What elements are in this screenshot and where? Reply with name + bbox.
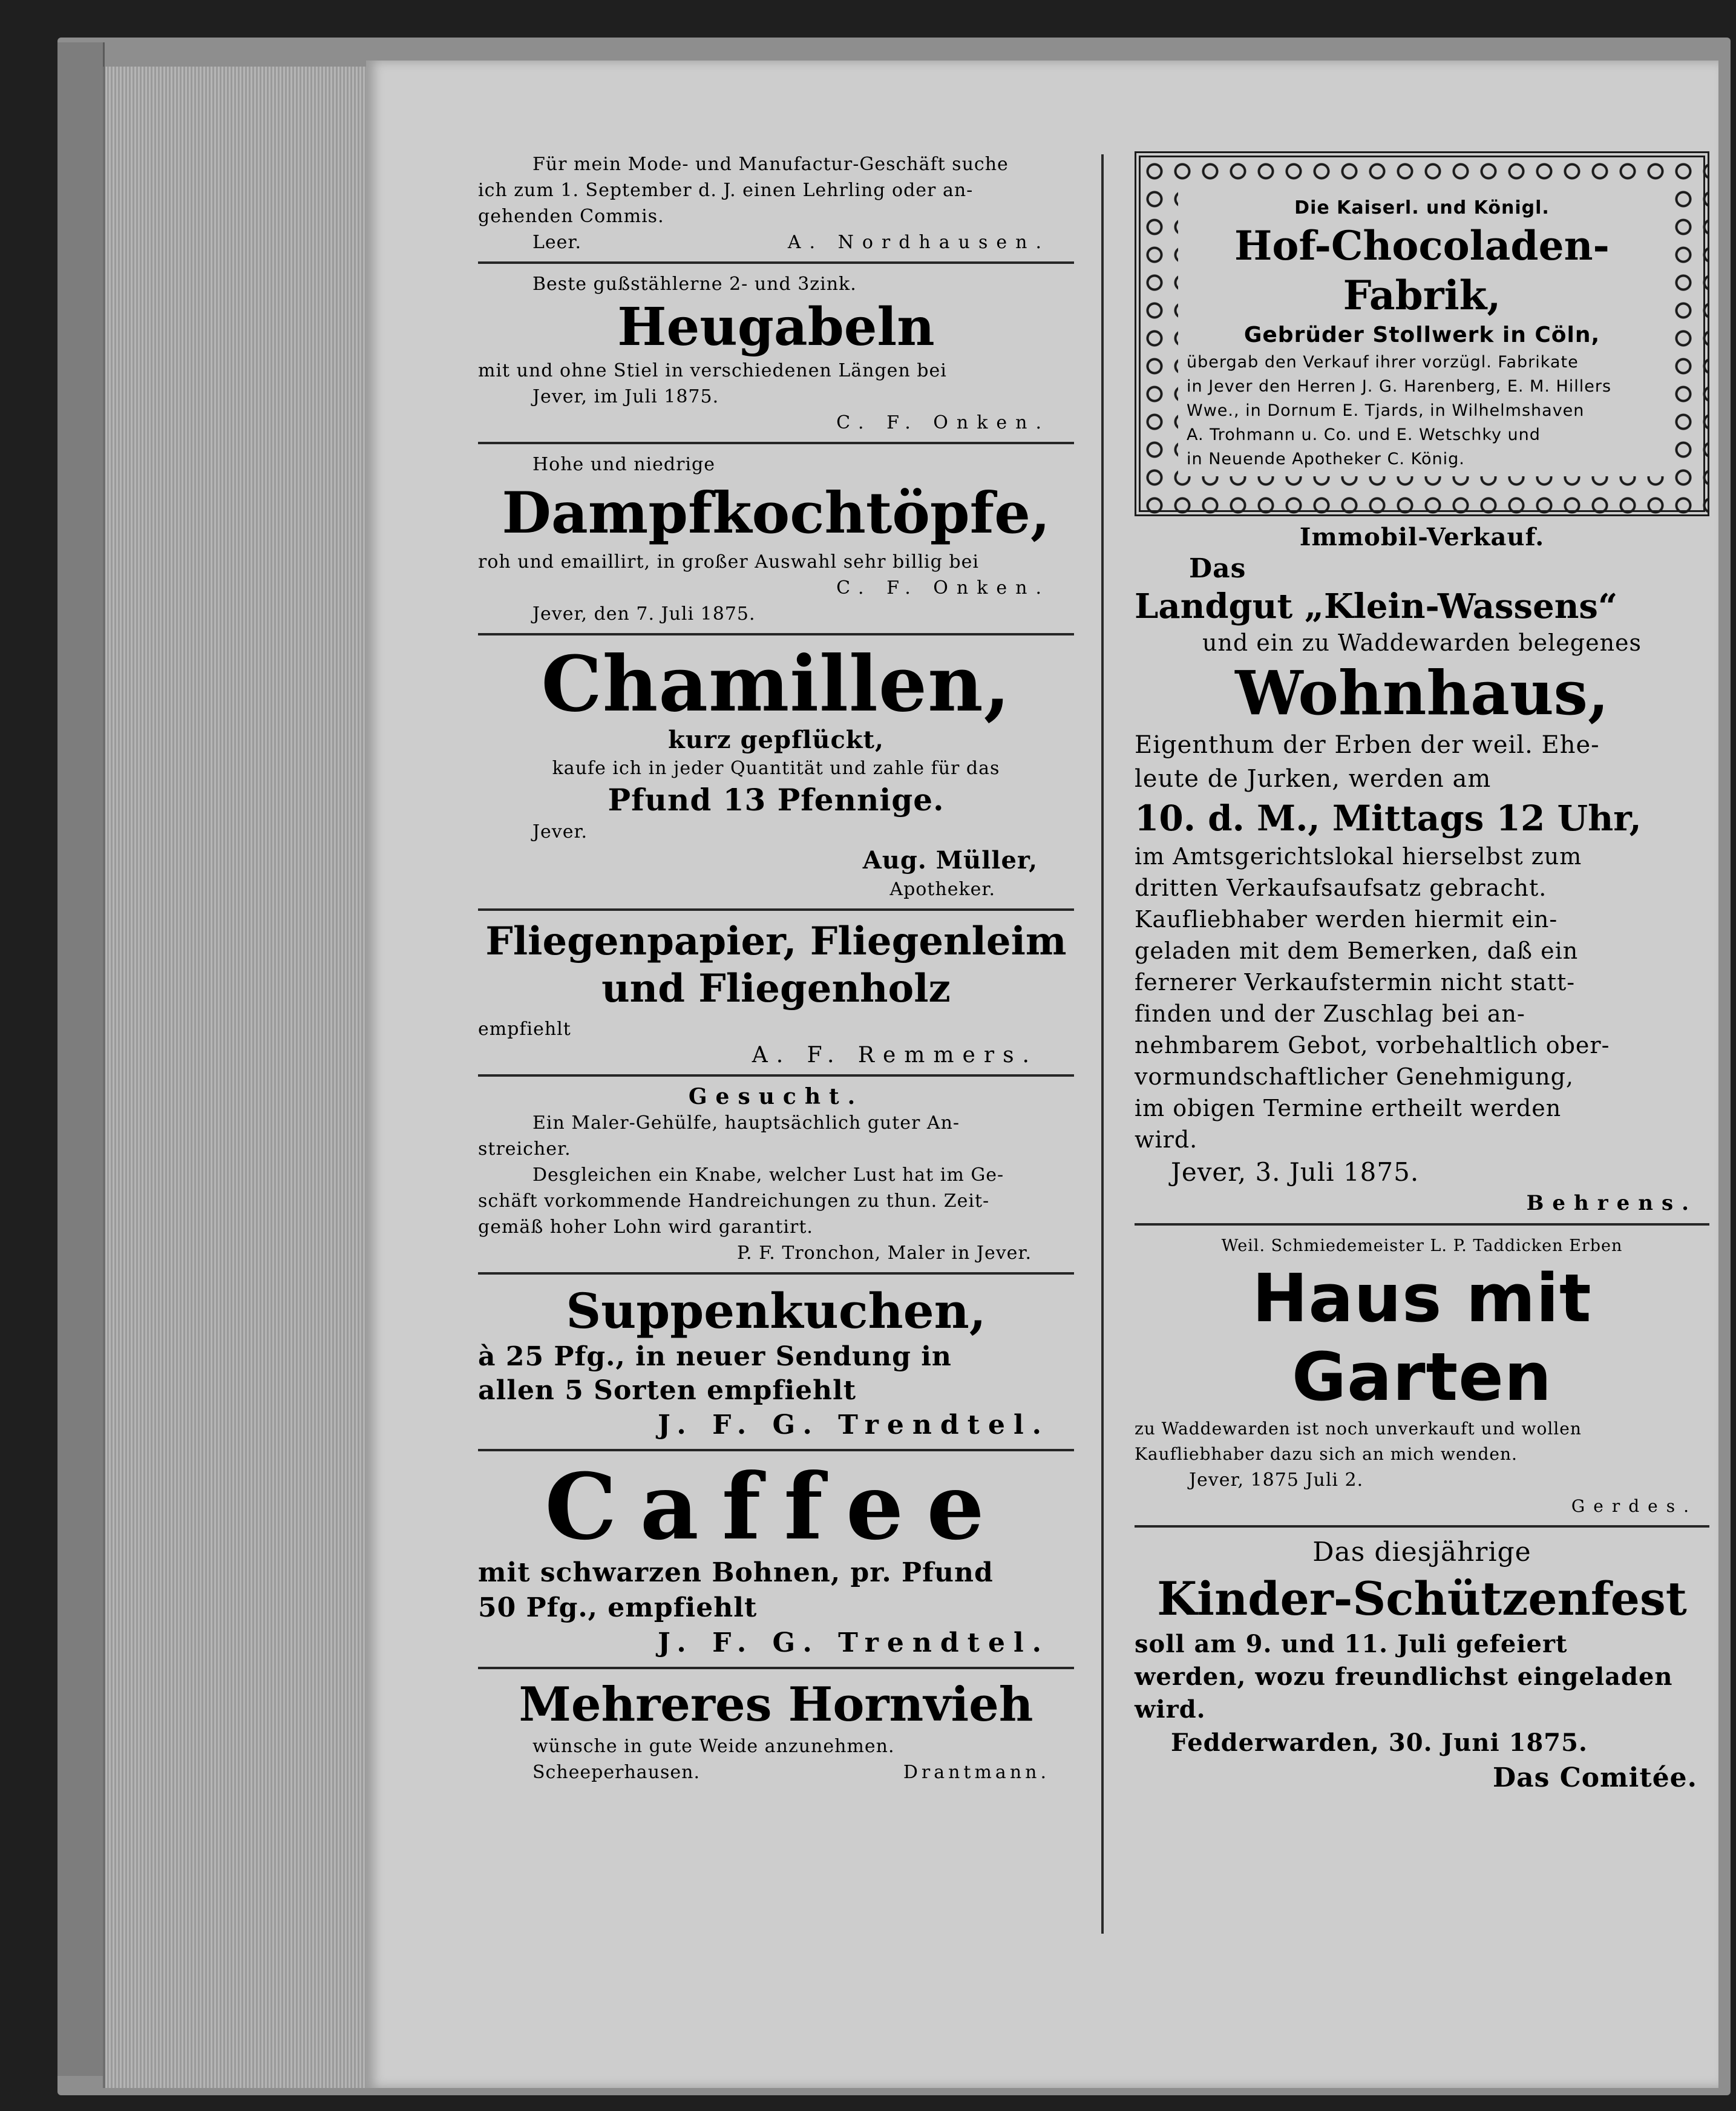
ad-text-line: mit und ohne Stiel in verschiedenen Längen bei bbox=[478, 360, 947, 381]
ad-heading: Caffee bbox=[545, 1454, 1007, 1560]
ad-place: Jever, 3. Juli 1875. bbox=[1171, 1157, 1420, 1187]
ad-signature: P. F. Tronchon, Maler in Jever. bbox=[736, 1243, 1032, 1264]
ad-text-line: gemäß hoher Lohn wird garantirt. bbox=[478, 1216, 813, 1238]
ad-text-line: mit schwarzen Bohnen, pr. Pfund bbox=[478, 1557, 994, 1588]
ad-text-line: geladen mit dem Bemerken, daß ein bbox=[1135, 937, 1579, 964]
ad-text-line: empfiehlt bbox=[478, 1019, 571, 1040]
ad-text-line: im obigen Termine ertheilt werden bbox=[1135, 1095, 1562, 1121]
ad-haus-mit-garten bbox=[1135, 1233, 1709, 1519]
ad-text-line: Wwe., in Dornum E. Tjards, in Wilhelmshaven bbox=[1187, 401, 1585, 420]
ad-place: Jever, im Juli 1875. bbox=[532, 386, 719, 407]
ad-signature: J. F. G. Trendtel. bbox=[658, 1410, 1050, 1440]
ad-text-line: streicher. bbox=[478, 1138, 571, 1160]
ad-heading: Dampfkochtöpfe, bbox=[502, 480, 1050, 547]
ad-signature: Aug. Müller, bbox=[862, 846, 1038, 875]
ad-separator bbox=[478, 1074, 1074, 1077]
ad-intro: Beste gußstählerne 2- und 3zink. bbox=[532, 274, 857, 295]
ad-heading-wohnhaus: Wohnhaus, bbox=[1235, 657, 1609, 729]
ad-place: Leer. bbox=[532, 232, 582, 253]
chocolate-ad-frame bbox=[1135, 151, 1709, 516]
ad-text-line: im Amtsgerichtslokal hierselbst zum bbox=[1135, 843, 1582, 870]
ad-separator bbox=[478, 908, 1074, 911]
ad-heading: Hof-Chocoladen-Fabrik, bbox=[1234, 222, 1610, 319]
ad-heugabeln bbox=[478, 271, 1074, 436]
ad-text-line: in Jever den Herren J. G. Harenberg, E. M. Hillers bbox=[1187, 377, 1612, 396]
ad-text-line: roh und emaillirt, in großer Auswahl sehr billig bei bbox=[478, 551, 979, 573]
ad-text-line: allen 5 Sorten empfiehlt bbox=[478, 1375, 857, 1406]
ad-heading: und Fliegenholz bbox=[601, 966, 951, 1011]
column-divider bbox=[1101, 154, 1104, 1934]
ad-kinder-schuetzenfest bbox=[1135, 1535, 1709, 1796]
ad-heading: Suppenkuchen, bbox=[566, 1282, 986, 1339]
ad-signature: A. F. Remmers. bbox=[752, 1043, 1038, 1068]
ad-caffee bbox=[478, 1454, 1074, 1661]
ad-place: Jever. bbox=[532, 821, 588, 842]
ad-separator bbox=[478, 442, 1074, 444]
ad-text-line: wird. bbox=[1135, 1126, 1198, 1153]
ad-signature: C. F. Onken. bbox=[836, 412, 1050, 433]
ad-text-line: wünsche in gute Weide anzunehmen. bbox=[532, 1736, 895, 1757]
ad-date: 10. d. M., Mittags 12 Uhr, bbox=[1135, 798, 1642, 839]
ad-separator bbox=[478, 1449, 1074, 1451]
ad-text-line: Kaufliebhaber dazu sich an mich wenden. bbox=[1135, 1444, 1518, 1464]
ad-dampfkochtoepfe bbox=[478, 451, 1074, 627]
ad-text-line: leute de Jurken, werden am bbox=[1135, 765, 1492, 793]
right-column bbox=[1135, 151, 1709, 1796]
ad-text-line: 50 Pfg., empfiehlt bbox=[478, 1592, 758, 1623]
page-edges bbox=[103, 67, 372, 2088]
ad-place: Jever, den 7. Juli 1875. bbox=[532, 603, 756, 625]
book-cover-edge bbox=[57, 42, 105, 2076]
ad-subheading: kurz gepflückt, bbox=[668, 726, 884, 754]
ad-price: Pfund 13 Pfennige. bbox=[608, 782, 945, 818]
ad-signature: J. F. G. Trendtel. bbox=[658, 1627, 1050, 1658]
ad-intro: Weil. Schmiedemeister L. P. Taddicken Erben bbox=[1221, 1236, 1623, 1255]
ad-text-line: und ein zu Waddewarden belegenes bbox=[1202, 629, 1642, 656]
ad-heading: Chamillen, bbox=[541, 639, 1011, 729]
ad-heading: Kinder-Schützenfest bbox=[1157, 1572, 1687, 1626]
ad-separator bbox=[478, 633, 1074, 635]
ad-suppenkuchen bbox=[478, 1282, 1074, 1443]
ad-landgut: Landgut „Klein-Wassens“ bbox=[1135, 586, 1618, 626]
ad-text-line: ich zum 1. September d. J. einen Lehrling oder an- bbox=[478, 180, 974, 201]
ad-text-line: Kaufliebhaber werden hiermit ein- bbox=[1135, 906, 1558, 933]
ad-signature: A. Nordhausen. bbox=[787, 232, 1050, 253]
ad-text-line: übergab den Verkauf ihrer vorzügl. Fabrikate bbox=[1187, 353, 1579, 372]
ad-signature: Das Comitée. bbox=[1492, 1762, 1697, 1793]
ad-separator bbox=[478, 261, 1074, 264]
ad-text-line: finden und der Zuschlag bei an- bbox=[1135, 1000, 1525, 1027]
ad-text-line: kaufe ich in jeder Quantität und zahle für das bbox=[552, 758, 1000, 779]
ad-text-line: werden, wozu freundlichst eingeladen bbox=[1135, 1663, 1673, 1691]
ad-text-line: dritten Verkaufsaufsatz gebracht. bbox=[1135, 875, 1547, 901]
ad-intro: Hohe und niedrige bbox=[532, 454, 715, 475]
ad-immobil-verkauf bbox=[1135, 522, 1709, 1217]
ad-heading: Heugabeln bbox=[617, 297, 935, 358]
ad-text-line: in Neuende Apotheker C. König. bbox=[1187, 450, 1465, 468]
ad-gesucht bbox=[478, 1084, 1074, 1266]
ad-text-line: schäft vorkommende Handreichungen zu thun. Zeit- bbox=[478, 1190, 990, 1212]
ad-heading: Immobil-Verkauf. bbox=[1299, 523, 1545, 551]
ad-separator bbox=[1135, 1223, 1709, 1226]
ad-text-line: Desgleichen ein Knabe, welcher Lust hat im Ge- bbox=[532, 1164, 1004, 1186]
ad-place: Scheeperhausen. bbox=[532, 1762, 701, 1783]
ad-separator bbox=[478, 1272, 1074, 1275]
left-column bbox=[478, 151, 1074, 1785]
ad-hornvieh bbox=[478, 1676, 1074, 1785]
ad-text-line: à 25 Pfg., in neuer Sendung in bbox=[478, 1341, 952, 1372]
ad-text-line: zu Waddewarden ist noch unverkauft und wollen bbox=[1135, 1419, 1582, 1439]
ad-text-line: Ein Maler-Gehülfe, hauptsächlich guter An- bbox=[532, 1112, 960, 1134]
ad-nordhausen bbox=[478, 151, 1074, 255]
ad-text-line: Das bbox=[1189, 553, 1246, 584]
ad-heading: Gesucht. bbox=[688, 1084, 864, 1109]
ad-text-line: Für mein Mode- und Manufactur-Geschäft suche bbox=[532, 154, 1009, 175]
ad-heading: Haus mit Garten bbox=[1252, 1259, 1592, 1416]
ad-text-line: A. Trohmann u. Co. und E. Wetschky und bbox=[1187, 425, 1541, 444]
ad-signature: Gerdes. bbox=[1571, 1496, 1697, 1516]
ad-text-line: Eigenthum der Erben der weil. Ehe- bbox=[1135, 731, 1600, 759]
ad-separator bbox=[478, 1667, 1074, 1669]
ad-text-line: gehenden Commis. bbox=[478, 206, 664, 227]
ad-chamillen bbox=[478, 639, 1074, 902]
ad-text-line: soll am 9. und 11. Juli gefeiert bbox=[1135, 1630, 1568, 1658]
ad-signature: Drantmann. bbox=[903, 1762, 1050, 1783]
ad-text-line: fernerer Verkaufstermin nicht statt- bbox=[1135, 969, 1576, 996]
ad-place: Jever, 1875 Juli 2. bbox=[1189, 1469, 1364, 1491]
ad-firm: Gebrüder Stollwerk in Cöln, bbox=[1243, 323, 1600, 347]
ad-heading: Fliegenpapier, Fliegenleim bbox=[485, 919, 1067, 964]
ad-signature: C. F. Onken. bbox=[836, 577, 1050, 599]
ad-place: Fedderwarden, 30. Juni 1875. bbox=[1171, 1729, 1588, 1757]
ad-intro: Das diesjährige bbox=[1312, 1537, 1531, 1568]
ad-text-line: wird. bbox=[1135, 1695, 1206, 1724]
ad-intro: Die Kaiserl. und Königl. bbox=[1294, 197, 1550, 218]
ad-signature-title: Apotheker. bbox=[889, 879, 995, 900]
ad-signature: Behrens. bbox=[1526, 1191, 1697, 1215]
ad-separator bbox=[1135, 1525, 1709, 1528]
ad-heading: Mehreres Hornvieh bbox=[519, 1677, 1033, 1732]
ad-text-line: vormundschaftlicher Genehmigung, bbox=[1135, 1063, 1574, 1090]
ad-text-line: nehmbarem Gebot, vorbehaltlich ober- bbox=[1135, 1032, 1610, 1059]
ad-fliegenpapier bbox=[478, 918, 1074, 1068]
